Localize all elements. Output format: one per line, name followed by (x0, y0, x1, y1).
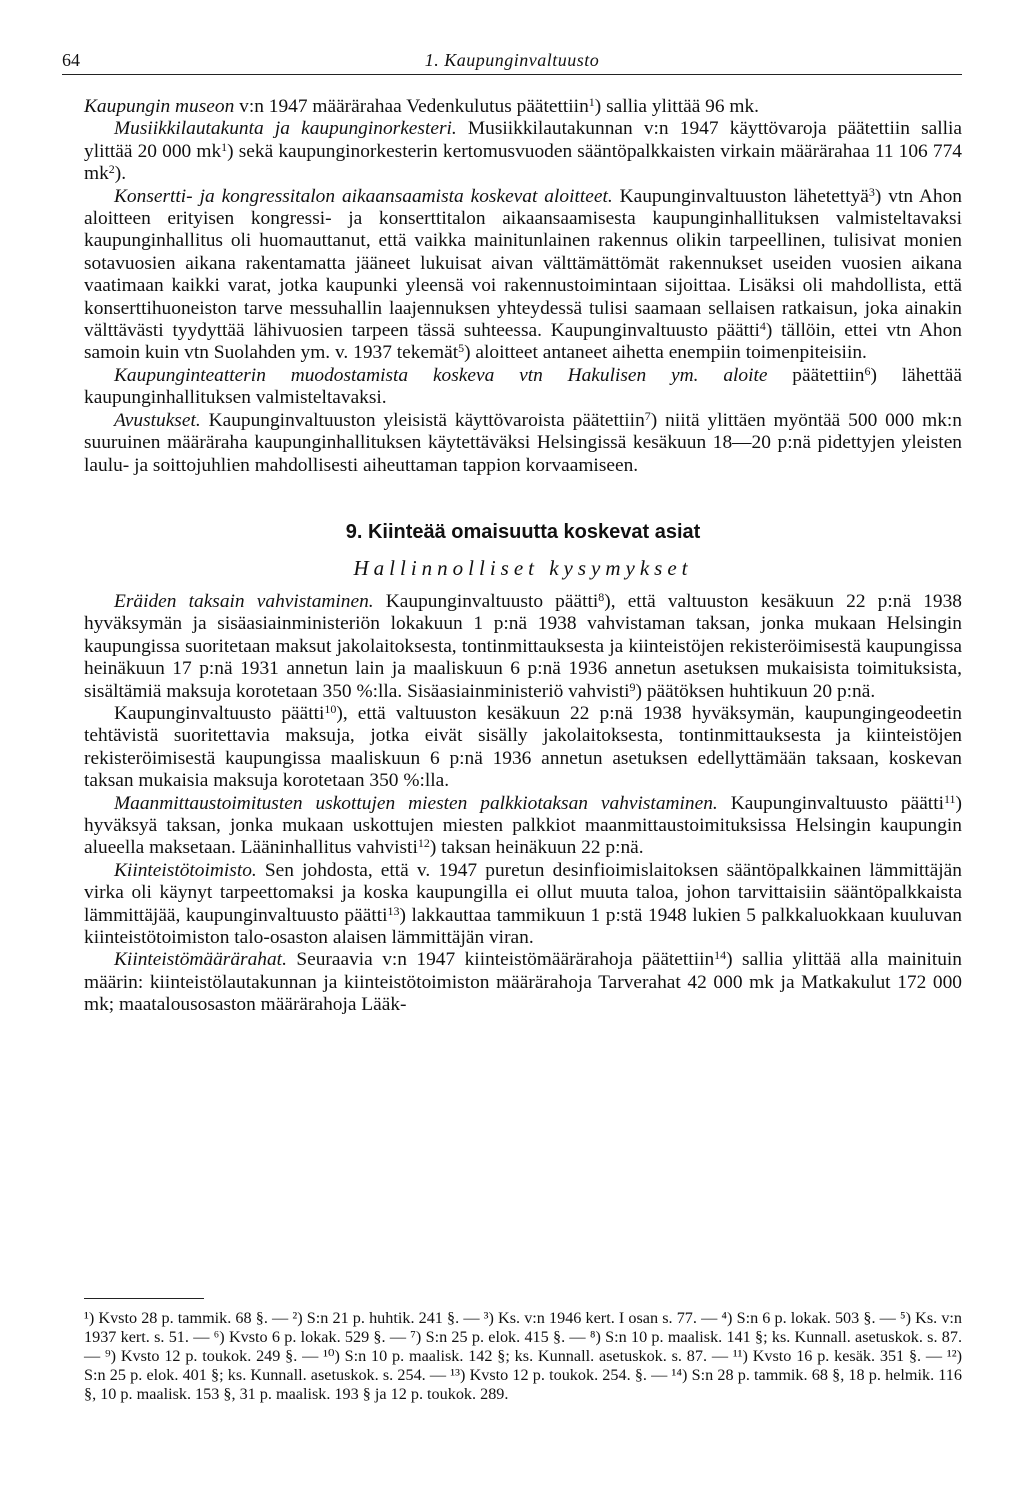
paragraph (84, 186, 962, 365)
running-header (62, 46, 962, 75)
paragraph-text: ) lähettää kaupunginhallituksen valmisteltavaksi. (84, 364, 963, 409)
paragraph-lead: Eräiden taksain vahvistaminen. (114, 590, 374, 612)
footnote-ref: 8 (598, 589, 605, 604)
paragraph-text: Kaupunginvaltuuston lähetettyä (612, 185, 869, 207)
paragraph (84, 96, 962, 118)
paragraph-text: ) taksan heinäkuun 22 p:nä. (429, 837, 644, 859)
paragraph (84, 949, 962, 1016)
paragraph (84, 365, 962, 410)
footnote-ref: 2 (108, 162, 115, 177)
paragraph (84, 410, 962, 477)
footnotes (84, 1298, 962, 1404)
paragraph-text: ) hyväksyä taksan, jonka mukaan uskottujen miesten palkkiot maanmittaustoimituksissa Helsingin kaupungin alueella maksetaan. Lääninhallitus vahvisti (84, 792, 963, 859)
paragraph-lead: Avustukset. (114, 409, 201, 431)
footnote-ref: 9 (629, 679, 636, 694)
footnote-ref: 12 (417, 836, 430, 851)
footnote-ref: 5 (458, 341, 465, 356)
paragraph-lead: Konsertti- ja kongressitalon aikaansaamista koskevat aloitteet. (114, 185, 613, 207)
footnote-text: ¹) Kvsto 28 p. tammik. 68 §. — ²) S:n 21 p. huhtik. 241 §. — ³) Ks. v:n 1946 kert. I osan s. 77. — ⁴) S:n 6 p. lokak. 503 §. — ⁵) Ks. v:n 1937 kert. s. 51. — ⁶) Kvsto 6 p. lokak. 529 §. — ⁷) S:n 25 p. elok. 415 §. — ⁸) S:n 10 p. maalisk. 141 §; ks. Kunnall. asetuskok. s. 87. — ⁹) Kvsto 12 p. toukok. 249 §. — ¹⁰) S:n 10 p. maalisk. 142 §; ks. Kunnall. asetuskok. s. 87. — ¹¹) Kvsto 16 p. kesäk. 351 §. — ¹²) S:n 25 p. elok. 401 §; ks. Kunnall. asetuskok. s. 254. — ¹³) Kvsto 12 p. toukok. 254. §. — ¹⁴) S:n 28 p. tammik. 68 §, 18 p. helmik. 116 §, 10 p. maalisk. 153 §, 31 p. maalisk. 193 § ja 12 p. toukok. 289. (84, 1309, 962, 1403)
paragraph-lead: Kiinteistötoimisto. (114, 859, 257, 881)
paragraph-text: Kaupunginvaltuuston yleisistä käyttövaroista päätettiin (200, 409, 645, 431)
paragraph-text: ) päätöksen huhtikuun 20 p:nä. (635, 680, 876, 702)
footnote-ref: 11 (943, 791, 956, 806)
paragraph-lead: Kaupunginteatterin muodostamista koskeva vtn Hakulisen ym. aloite (114, 364, 768, 386)
paragraph-lead: Kaupungin museon (84, 96, 235, 117)
footnote-ref: 7 (644, 408, 651, 423)
section-subheading: Hallinnolliset kysymykset (353, 555, 693, 580)
paragraph-lead: Musiikkilautakunta ja kaupunginorkesteri. (114, 118, 457, 140)
paragraph-lead: Kiinteistömäärärahat. (114, 949, 287, 971)
paragraph-text: ) lakkauttaa tammikuun 1 p:stä 1948 lukien 5 palkkaluokkaan kuuluvan kiinteistötoimiston talo-osaston alaisen lämmittäjän viran. (84, 904, 962, 948)
paragraph-text: ) tällöin, ettei vtn Ahon samoin kuin vtn Suolahden ym. v. 1937 tekemät (84, 320, 962, 364)
header-title: 1. Kaupunginvaltuusto (424, 50, 600, 70)
paragraph-text: ) aloitteet antaneet aihetta enempiin toimenpiteisiin. (464, 342, 867, 364)
paragraph-text: Sen johdosta, että v. 1947 puretun desinfioimislaitoksen sääntöpalkkainen lämmittäjän virka oli käynyt tarpeettomaksi ja koska kaupungilla ei ollut muuta taloa, johon tarvittaisiin sääntöpalkkaista lämmittäjää, kaupunginvaltuusto päätti (84, 859, 962, 926)
footnote-ref: 10 (324, 701, 337, 716)
footnote-rule (84, 1298, 204, 1299)
footnote-ref: 1 (221, 139, 228, 154)
paragraph-text: ), että valtuuston kesäkuun 22 p:nä 1938 hyväksymän, kaupungingeodeetin tehtävistä suoritettavia maksuja, jotka eivät sisälly jakolaitoksesta, tontinmittauksesta ja kiinteistöjen rekisteröimisestä kaupungissa maaliskuun 6 p:nä 1936 annetun asetuksen edellyttämään taksaan, koskevan taksan mukaisia maksuja korotetaan 350 %:lla. (84, 702, 962, 792)
paragraph (84, 703, 962, 793)
footnote-ref: 13 (387, 903, 400, 918)
footnote-ref: 3 (868, 184, 875, 199)
footnote-ref: 14 (714, 948, 727, 963)
paragraph-text: Seuraavia v:n 1947 kiinteistömäärärahoja päätettiin (286, 949, 715, 971)
footnote-ref: 4 (759, 319, 766, 334)
page-number: 64 (62, 50, 80, 70)
paragraph-text: v:n 1947 määrärahaa Vedenkulutus päätettiin (234, 96, 589, 117)
paragraph-text: ) sallia ylittää alla mainituin määrin: kiinteistölautakunnan ja kiinteistötoimiston määrärahoja Tarverahat 42 000 mk ja Matkakulut 172 000 mk; maatalousosaston määrärahoja Lääk- (84, 949, 963, 1016)
section-heading: 9. Kiinteää omaisuutta koskevat asiat (345, 520, 701, 543)
paragraph-text: Kaupunginvaltuusto päätti (114, 702, 325, 724)
paragraph-text: ), että valtuuston kesäkuun 22 p:nä 1938 hyväksymän ja sisäasiainministeriön lokakuun 1 p:nä 1938 vahvistaman taksan, jonka mukaan Helsingin kaupungissa suoritetaan maksut jakolaitoksesta, tontinmittauksesta ja kiinteistöjen rekisteröimisestä kaupungissa heinäkuun 17 p:nä 1931 annetun lain ja maaliskuun 6 p:nä 1936 annetun asetuksen mukaisista toimituksista, sisältämiä maksuja korotetaan 350 %:lla. Sisäasiainministeriö vahvisti (84, 590, 962, 702)
paragraphs-after (84, 591, 962, 1017)
paragraph-text: Kaupunginvaltuusto päätti (373, 590, 599, 612)
paragraph-lead: Maanmittaustoimitusten uskottujen miesten palkkiotaksan vahvistaminen. (114, 792, 718, 814)
footnote-ref: 1 (588, 95, 595, 109)
paragraphs-before (84, 96, 962, 477)
footnote-ref: 6 (864, 363, 871, 378)
paragraph-text: ) vtn Ahon aloitteen erityisen kongressi- ja konserttitalon aikaansaamisesta kaupunginhallituksen valmisteltavaksi kaupunginhallitus oli huomauttanut, että vaikka mainitunlainen rakennus olikin tarpeellinen, tulisivat monien sotavuosien aikana rakentamatta jääneet lukuisat aivan välttämättömät rakennukset useiden vuosien aikana vaatimaan kaikki varat, jotka kaupunki yleensä voi rakennustoimintaan sijoittaa. Lisäksi oli mahdollista, että konserttihuoneiston tarve messuhallin laajennuksen yhteydessä tulisi saamaan sellaisen ratkaisun, joka ainakin välttävästi tyydyttää lähivuosien tarpeen tässä suhteessa. Kaupunginvaltuusto päätti (84, 185, 962, 342)
paragraph-text: ) sekä kaupunginorkesterin kertomusvuoden sääntöpalkkaisten virkain määrärahaa 11 106 774 mk (84, 140, 962, 185)
paragraph-text: Musiikkilautakunnan v:n 1947 käyttövaroja päätettiin sallia ylittää 20 000 mk (84, 118, 962, 162)
paragraph (84, 860, 962, 950)
paragraph-text: ). (114, 163, 127, 185)
paragraph-text: ) sallia ylittää 96 mk. (594, 96, 760, 117)
paragraph-text: Kaupunginvaltuusto päätti (717, 792, 944, 814)
paragraph-text: päätettiin (767, 364, 865, 386)
paragraph-text: ) niitä ylittäen myöntää 500 000 mk:n suuruinen määräraha kaupunginhallituksen käytettäväksi Helsingissä kesäkuun 18—20 p:nä pidettyjen yleisten laulu- ja soittojuhlien mahdollisesti aiheuttaman tappion korvaamiseen. (84, 409, 962, 476)
paragraph (84, 591, 962, 703)
main-content (84, 96, 962, 1017)
paragraph (84, 793, 962, 860)
paragraph (84, 118, 962, 185)
